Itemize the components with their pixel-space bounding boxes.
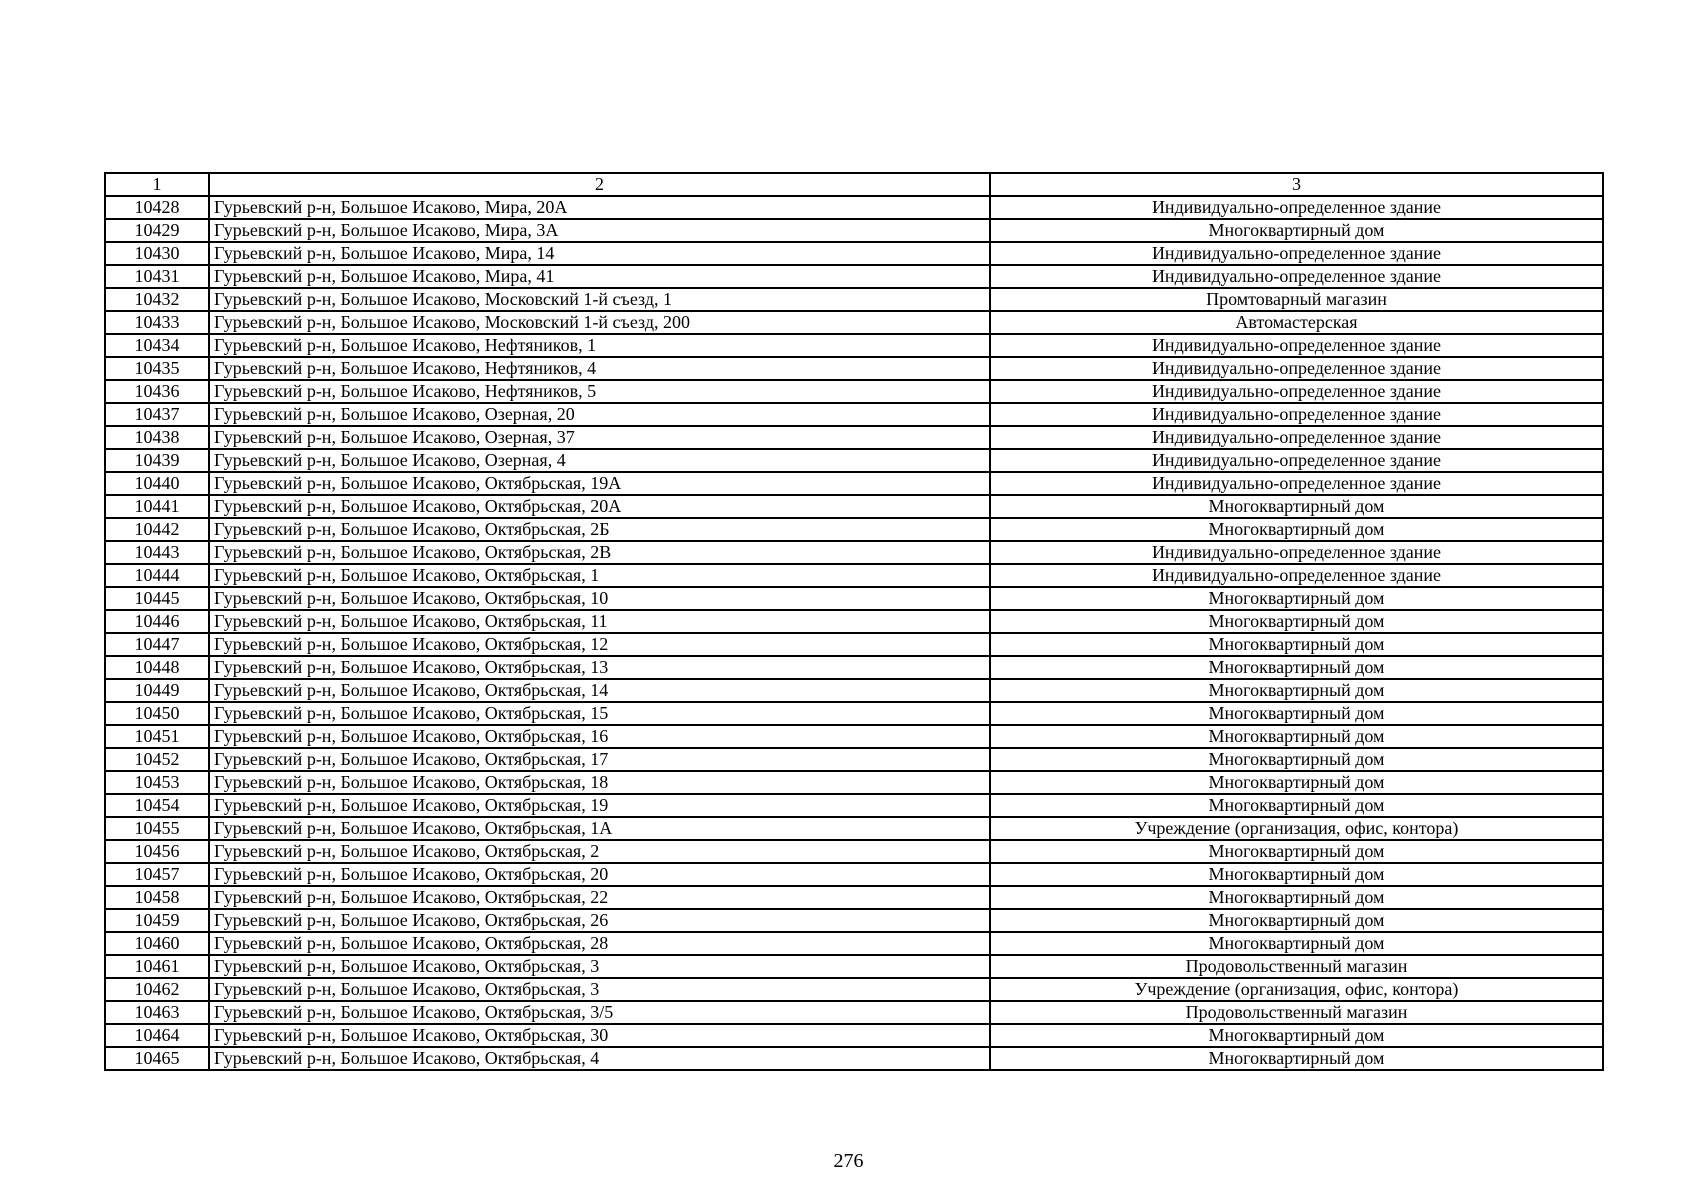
object-type-cell: Индивидуально-определенное здание — [990, 564, 1603, 587]
table-row — [105, 771, 1603, 794]
address-cell: Гурьевский р-н, Большое Исаково, Мира, 41 — [209, 265, 990, 288]
table-row — [105, 679, 1603, 702]
object-type-cell: Многоквартирный дом — [990, 610, 1603, 633]
address-cell: Гурьевский р-н, Большое Исаково, Октябрьская, 3/5 — [209, 1001, 990, 1024]
row-number-cell: 10438 — [105, 426, 209, 449]
address-cell: Гурьевский р-н, Большое Исаково, Октябрьская, 18 — [209, 771, 990, 794]
table-row — [105, 863, 1603, 886]
address-cell: Гурьевский р-н, Большое Исаково, Октябрьская, 22 — [209, 886, 990, 909]
address-cell: Гурьевский р-н, Большое Исаково, Октябрьская, 17 — [209, 748, 990, 771]
object-type-cell: Учреждение (организация, офис, контора) — [990, 817, 1603, 840]
row-number-cell: 10442 — [105, 518, 209, 541]
address-cell: Гурьевский р-н, Большое Исаково, Московский 1-й съезд, 1 — [209, 288, 990, 311]
address-cell: Гурьевский р-н, Большое Исаково, Октябрьская, 20А — [209, 495, 990, 518]
address-cell: Гурьевский р-н, Большое Исаково, Озерная, 20 — [209, 403, 990, 426]
object-type-cell: Многоквартирный дом — [990, 840, 1603, 863]
row-number-cell: 10436 — [105, 380, 209, 403]
row-number-cell: 10453 — [105, 771, 209, 794]
address-cell: Гурьевский р-н, Большое Исаково, Мира, 20А — [209, 196, 990, 219]
address-cell: Гурьевский р-н, Большое Исаково, Октябрьская, 30 — [209, 1024, 990, 1047]
row-number-cell: 10462 — [105, 978, 209, 1001]
address-cell: Гурьевский р-н, Большое Исаково, Мира, 3А — [209, 219, 990, 242]
row-number-cell: 10430 — [105, 242, 209, 265]
address-cell: Гурьевский р-н, Большое Исаково, Октябрьская, 19 — [209, 794, 990, 817]
address-cell: Гурьевский р-н, Большое Исаково, Мира, 14 — [209, 242, 990, 265]
row-number-cell: 10452 — [105, 748, 209, 771]
table-row — [105, 978, 1603, 1001]
table-row — [105, 426, 1603, 449]
row-number-cell: 10432 — [105, 288, 209, 311]
object-type-cell: Многоквартирный дом — [990, 633, 1603, 656]
table-row — [105, 725, 1603, 748]
address-cell: Гурьевский р-н, Большое Исаково, Октябрьская, 28 — [209, 932, 990, 955]
object-type-cell: Многоквартирный дом — [990, 219, 1603, 242]
object-type-cell: Многоквартирный дом — [990, 725, 1603, 748]
address-cell: Гурьевский р-н, Большое Исаково, Октябрьская, 2В — [209, 541, 990, 564]
row-number-cell: 10448 — [105, 656, 209, 679]
object-type-cell: Многоквартирный дом — [990, 1024, 1603, 1047]
row-number-cell: 10431 — [105, 265, 209, 288]
address-cell: Гурьевский р-н, Большое Исаково, Нефтяников, 5 — [209, 380, 990, 403]
object-type-cell: Многоквартирный дом — [990, 587, 1603, 610]
address-cell: Гурьевский р-н, Большое Исаково, Октябрьская, 13 — [209, 656, 990, 679]
table-row — [105, 196, 1603, 219]
table-row — [105, 219, 1603, 242]
address-cell: Гурьевский р-н, Большое Исаково, Октябрьская, 1 — [209, 564, 990, 587]
row-number-cell: 10437 — [105, 403, 209, 426]
table-row — [105, 357, 1603, 380]
row-number-cell: 10450 — [105, 702, 209, 725]
object-type-cell: Индивидуально-определенное здание — [990, 334, 1603, 357]
object-type-cell: Многоквартирный дом — [990, 909, 1603, 932]
object-type-cell: Автомастерская — [990, 311, 1603, 334]
object-type-cell: Индивидуально-определенное здание — [990, 242, 1603, 265]
row-number-cell: 10451 — [105, 725, 209, 748]
row-number-cell: 10443 — [105, 541, 209, 564]
table-row — [105, 932, 1603, 955]
row-number-cell: 10433 — [105, 311, 209, 334]
table-row — [105, 334, 1603, 357]
table-row — [105, 817, 1603, 840]
object-type-cell: Индивидуально-определенное здание — [990, 472, 1603, 495]
row-number-cell: 10457 — [105, 863, 209, 886]
row-number-cell: 10449 — [105, 679, 209, 702]
table-row — [105, 403, 1603, 426]
table-row — [105, 840, 1603, 863]
table-row — [105, 610, 1603, 633]
header-cell-1: 1 — [105, 173, 209, 196]
object-type-cell: Учреждение (организация, офис, контора) — [990, 978, 1603, 1001]
table-row — [105, 633, 1603, 656]
address-cell: Гурьевский р-н, Большое Исаково, Октябрьская, 16 — [209, 725, 990, 748]
row-number-cell: 10439 — [105, 449, 209, 472]
row-number-cell: 10428 — [105, 196, 209, 219]
address-cell: Гурьевский р-н, Большое Исаково, Октябрьская, 11 — [209, 610, 990, 633]
address-cell: Гурьевский р-н, Большое Исаково, Октябрьская, 19А — [209, 472, 990, 495]
row-number-cell: 10445 — [105, 587, 209, 610]
object-type-cell: Многоквартирный дом — [990, 495, 1603, 518]
page-number: 276 — [833, 1150, 864, 1172]
address-cell: Гурьевский р-н, Большое Исаково, Октябрьская, 14 — [209, 679, 990, 702]
table-row — [105, 518, 1603, 541]
row-number-cell: 10440 — [105, 472, 209, 495]
address-cell: Гурьевский р-н, Большое Исаково, Октябрьская, 26 — [209, 909, 990, 932]
row-number-cell: 10434 — [105, 334, 209, 357]
row-number-cell: 10455 — [105, 817, 209, 840]
table-row — [105, 656, 1603, 679]
row-number-cell: 10429 — [105, 219, 209, 242]
address-cell: Гурьевский р-н, Большое Исаково, Озерная, 4 — [209, 449, 990, 472]
address-cell: Гурьевский р-н, Большое Исаково, Октябрьская, 12 — [209, 633, 990, 656]
object-type-cell: Индивидуально-определенное здание — [990, 265, 1603, 288]
row-number-cell: 10435 — [105, 357, 209, 380]
address-cell: Гурьевский р-н, Большое Исаково, Октябрьская, 2Б — [209, 518, 990, 541]
header-cell-3: 3 — [990, 173, 1603, 196]
object-type-cell: Промтоварный магазин — [990, 288, 1603, 311]
address-cell: Гурьевский р-н, Большое Исаково, Озерная, 37 — [209, 426, 990, 449]
object-type-cell: Индивидуально-определенное здание — [990, 403, 1603, 426]
object-type-cell: Продовольственный магазин — [990, 1001, 1603, 1024]
row-number-cell: 10441 — [105, 495, 209, 518]
table-row — [105, 288, 1603, 311]
table-row — [105, 265, 1603, 288]
row-number-cell: 10464 — [105, 1024, 209, 1047]
address-cell: Гурьевский р-н, Большое Исаково, Октябрьская, 3 — [209, 978, 990, 1001]
row-number-cell: 10460 — [105, 932, 209, 955]
table-row — [105, 702, 1603, 725]
object-type-cell: Продовольственный магазин — [990, 955, 1603, 978]
address-cell: Гурьевский р-н, Большое Исаково, Октябрьская, 10 — [209, 587, 990, 610]
object-type-cell: Многоквартирный дом — [990, 886, 1603, 909]
table-row — [105, 1024, 1603, 1047]
object-type-cell: Индивидуально-определенное здание — [990, 357, 1603, 380]
row-number-cell: 10446 — [105, 610, 209, 633]
table-row — [105, 748, 1603, 771]
row-number-cell: 10456 — [105, 840, 209, 863]
object-type-cell: Индивидуально-определенное здание — [990, 380, 1603, 403]
object-type-cell: Многоквартирный дом — [990, 932, 1603, 955]
table-row — [105, 909, 1603, 932]
address-cell: Гурьевский р-н, Большое Исаково, Нефтяников, 4 — [209, 357, 990, 380]
property-register-table — [104, 172, 1604, 1071]
object-type-cell: Многоквартирный дом — [990, 679, 1603, 702]
address-cell: Гурьевский р-н, Большое Исаково, Октябрьская, 1А — [209, 817, 990, 840]
object-type-cell: Индивидуально-определенное здание — [990, 541, 1603, 564]
table-row — [105, 472, 1603, 495]
table-row — [105, 495, 1603, 518]
address-cell: Гурьевский р-н, Большое Исаково, Октябрьская, 15 — [209, 702, 990, 725]
table-row — [105, 380, 1603, 403]
address-cell: Гурьевский р-н, Большое Исаково, Нефтяников, 1 — [209, 334, 990, 357]
address-cell: Гурьевский р-н, Большое Исаково, Октябрьская, 3 — [209, 955, 990, 978]
row-number-cell: 10459 — [105, 909, 209, 932]
object-type-cell: Многоквартирный дом — [990, 771, 1603, 794]
object-type-cell: Многоквартирный дом — [990, 702, 1603, 725]
object-type-cell: Многоквартирный дом — [990, 863, 1603, 886]
table-row — [105, 587, 1603, 610]
table-header-row — [105, 173, 1603, 196]
row-number-cell: 10463 — [105, 1001, 209, 1024]
row-number-cell: 10461 — [105, 955, 209, 978]
table-row — [105, 564, 1603, 587]
object-type-cell: Многоквартирный дом — [990, 1047, 1603, 1070]
table-row — [105, 311, 1603, 334]
address-cell: Гурьевский р-н, Большое Исаково, Октябрьская, 2 — [209, 840, 990, 863]
row-number-cell: 10454 — [105, 794, 209, 817]
row-number-cell: 10447 — [105, 633, 209, 656]
table-row — [105, 955, 1603, 978]
table-row — [105, 886, 1603, 909]
object-type-cell: Многоквартирный дом — [990, 656, 1603, 679]
table-row — [105, 242, 1603, 265]
row-number-cell: 10458 — [105, 886, 209, 909]
row-number-cell: 10444 — [105, 564, 209, 587]
object-type-cell: Многоквартирный дом — [990, 794, 1603, 817]
object-type-cell: Индивидуально-определенное здание — [990, 449, 1603, 472]
object-type-cell: Многоквартирный дом — [990, 748, 1603, 771]
table-row — [105, 794, 1603, 817]
table-row — [105, 1047, 1603, 1070]
address-cell: Гурьевский р-н, Большое Исаково, Октябрьская, 20 — [209, 863, 990, 886]
table-row — [105, 449, 1603, 472]
row-number-cell: 10465 — [105, 1047, 209, 1070]
address-cell: Гурьевский р-н, Большое Исаково, Октябрьская, 4 — [209, 1047, 990, 1070]
object-type-cell: Многоквартирный дом — [990, 518, 1603, 541]
address-cell: Гурьевский р-н, Большое Исаково, Московский 1-й съезд, 200 — [209, 311, 990, 334]
table-row — [105, 541, 1603, 564]
header-cell-2: 2 — [209, 173, 990, 196]
table-row — [105, 1001, 1603, 1024]
object-type-cell: Индивидуально-определенное здание — [990, 426, 1603, 449]
object-type-cell: Индивидуально-определенное здание — [990, 196, 1603, 219]
table-body — [105, 173, 1603, 1070]
